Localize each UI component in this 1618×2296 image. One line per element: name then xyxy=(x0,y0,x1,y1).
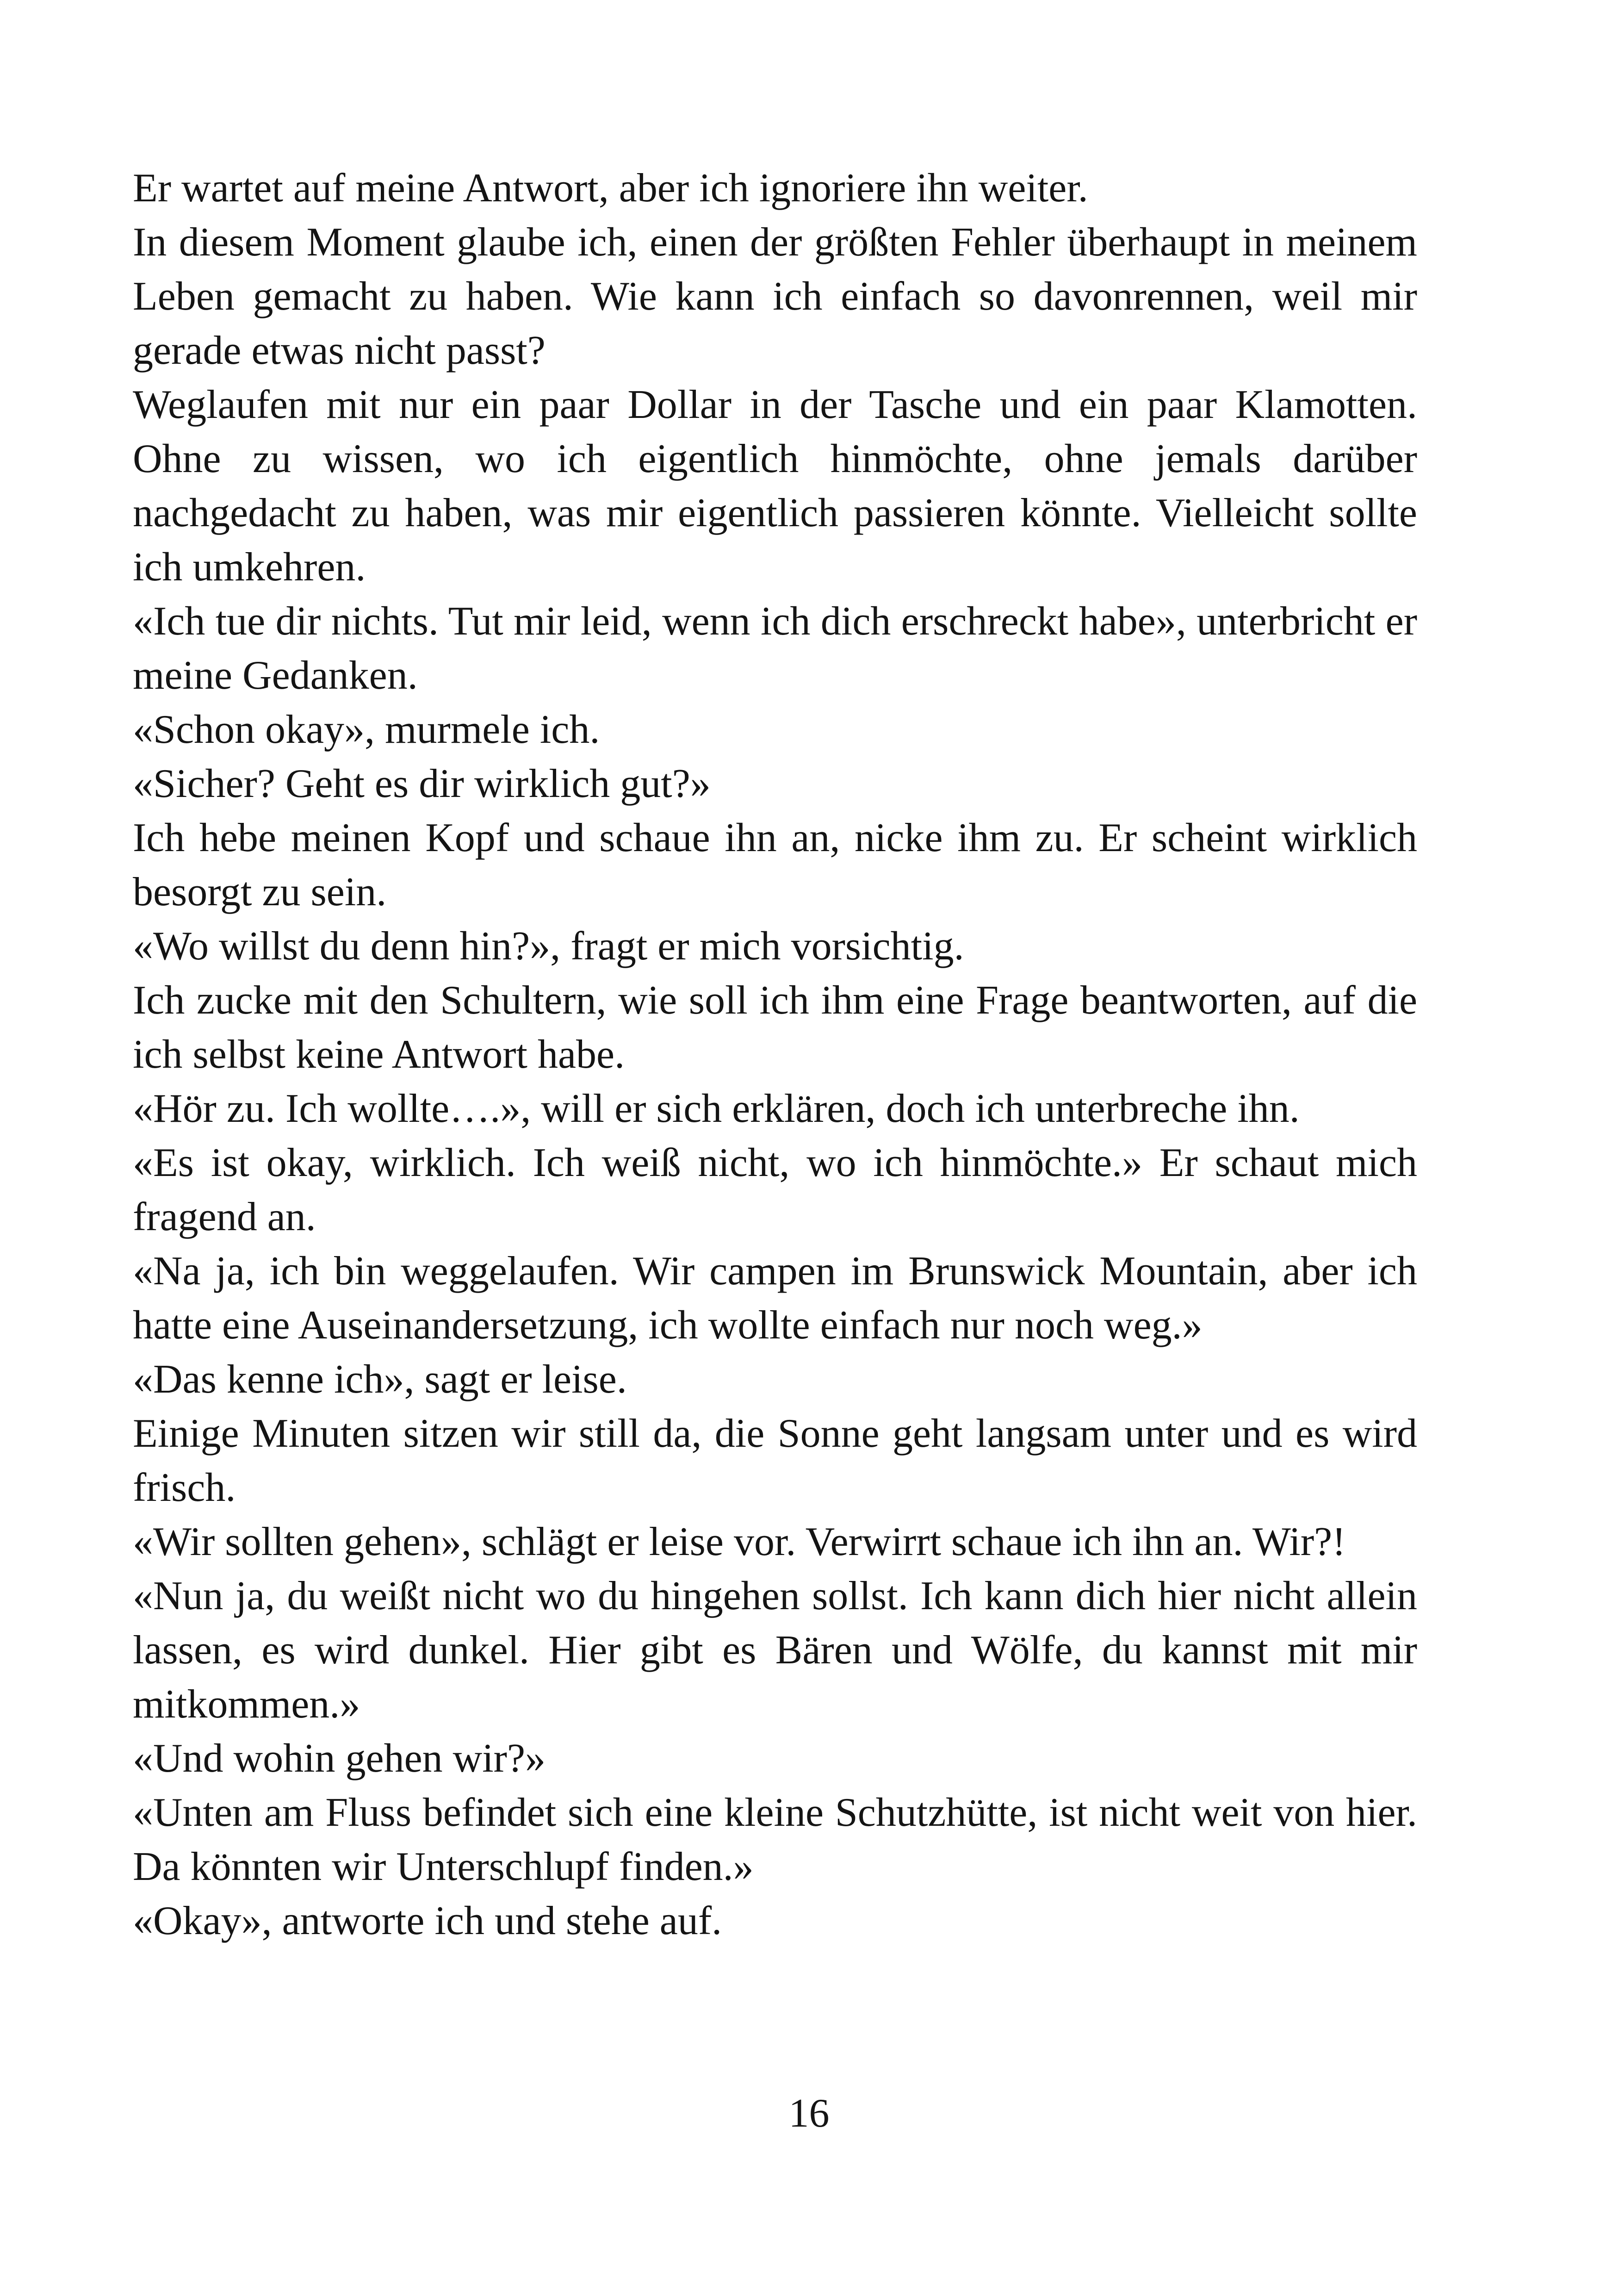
paragraph: «Es ist okay, wirklich. Ich weiß nicht, wo ich hinmöchte.» Er schaut mich fragend an. xyxy=(133,1140,1417,1239)
page-number: 16 xyxy=(788,2091,830,2136)
paragraph: «Hör zu. Ich wollte….», will er sich erklären, doch ich unterbreche ihn. xyxy=(133,1086,1300,1131)
paragraph: Er wartet auf meine Antwort, aber ich ignoriere ihn weiter. xyxy=(133,166,1088,211)
paragraph: «Das kenne ich», sagt er leise. xyxy=(133,1357,627,1402)
paragraph: «Unten am Fluss befindet sich eine kleine Schutzhütte, ist nicht weit von hier. Da könnten wir Unterschlupf finden.» xyxy=(133,1790,1417,1889)
paragraph: Einige Minuten sitzen wir still da, die Sonne geht langsam unter und es wird frisch. xyxy=(133,1411,1417,1510)
paragraph: «Na ja, ich bin weggelaufen. Wir campen im Brunswick Mountain, aber ich hatte eine Auseinandersetzung, ich wollte einfach nur noch weg.» xyxy=(133,1249,1417,1348)
paragraph: «Und wohin gehen wir?» xyxy=(133,1736,546,1781)
paragraph: «Nun ja, du weißt nicht wo du hingehen sollst. Ich kann dich hier nicht allein lassen, es wird dunkel. Hier gibt es Bären und Wölfe, du kannst mit mir mitkommen.» xyxy=(133,1574,1417,1727)
paragraph: «Okay», antworte ich und stehe auf. xyxy=(133,1898,722,1943)
paragraph: Ich hebe meinen Kopf und schaue ihn an, nicke ihm zu. Er scheint wirklich besorgt zu sein. xyxy=(133,815,1417,915)
paragraph: «Schon okay», murmele ich. xyxy=(133,707,600,752)
paragraph: «Wo willst du denn hin?», fragt er mich vorsichtig. xyxy=(133,924,964,969)
paragraph: In diesem Moment glaube ich, einen der größten Fehler überhaupt in meinem Leben gemacht zu haben. Wie kann ich einfach so davonrennen, weil mir gerade etwas nicht passt? xyxy=(133,220,1417,373)
paragraph: «Wir sollten gehen», schlägt er leise vor. Verwirrt schaue ich ihn an. Wir?! xyxy=(133,1519,1346,1564)
paragraph: Ich zucke mit den Schultern, wie soll ich ihm eine Frage beantworten, auf die ich selbst keine Antwort habe. xyxy=(133,978,1417,1077)
paragraph: «Sicher? Geht es dir wirklich gut?» xyxy=(133,761,711,806)
body-text xyxy=(133,161,1417,1948)
paragraph: Weglaufen mit nur ein paar Dollar in der Tasche und ein paar Klamotten. Ohne zu wissen, wo ich eigentlich hinmöchte, ohne jemals darüber nachgedacht zu haben, was mir eigentlich passieren könnte. Vielleicht sollte ich umkehren. xyxy=(133,382,1417,590)
paragraph: «Ich tue dir nichts. Tut mir leid, wenn ich dich erschreckt habe», unterbricht er meine Gedanken. xyxy=(133,599,1417,698)
